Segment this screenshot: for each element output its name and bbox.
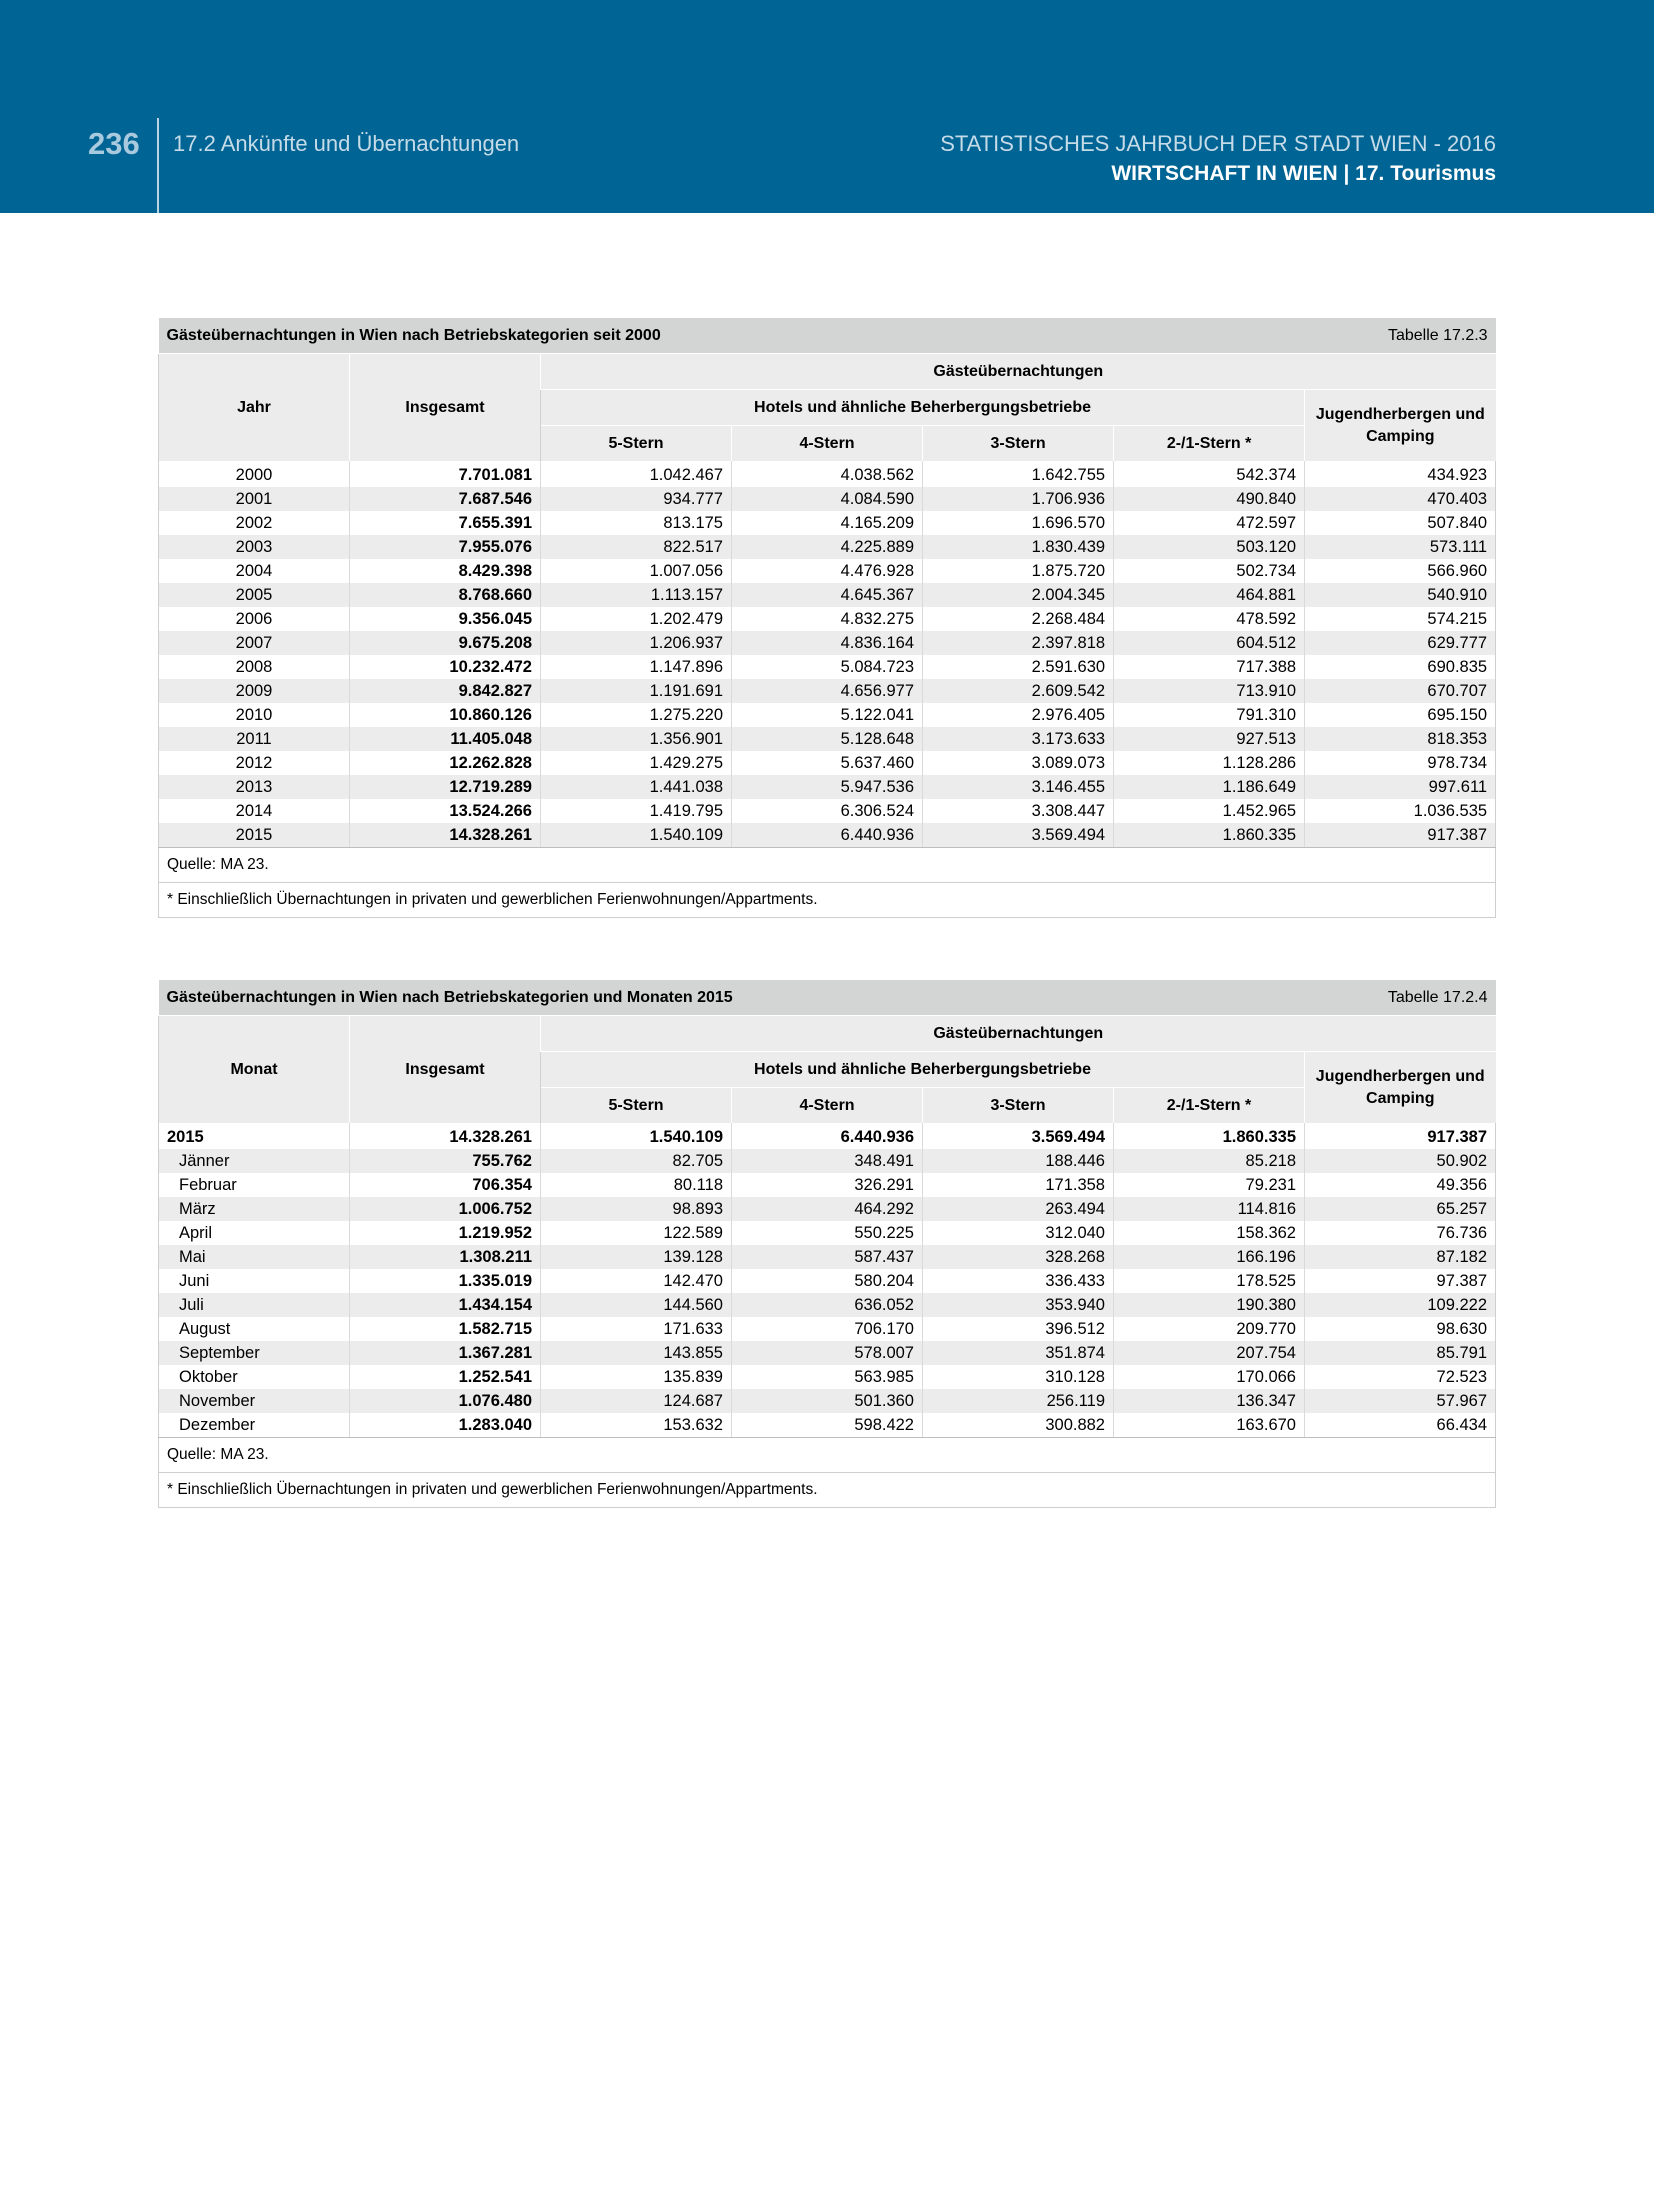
table-number: Tabelle 17.2.3: [1114, 318, 1496, 354]
cell-label: 2015: [159, 1123, 350, 1149]
cell-3-star: 2.976.405: [923, 703, 1114, 727]
cell-total: 1.252.541: [350, 1365, 541, 1389]
table-row: [159, 775, 1496, 799]
cell-total: 8.768.660: [350, 583, 541, 607]
cell-4-star: 326.291: [732, 1173, 923, 1197]
cell-label: 2013: [159, 775, 350, 799]
cell-3-star: 1.642.755: [923, 461, 1114, 487]
cell-4-star: 5.637.460: [732, 751, 923, 775]
cell-youth-camping: 76.736: [1305, 1221, 1496, 1245]
cell-5-star: 171.633: [541, 1317, 732, 1341]
cell-label: 2008: [159, 655, 350, 679]
col-group-overnights: Gästeübernachtungen: [541, 1016, 1496, 1052]
cell-5-star: 1.275.220: [541, 703, 732, 727]
cell-4-star: 5.084.723: [732, 655, 923, 679]
col-group-hotels: Hotels und ähnliche Beherbergungsbetriebe: [541, 390, 1305, 426]
col-header-2-1-star: 2-/1-Stern *: [1114, 1088, 1305, 1124]
cell-2-1-star: 478.592: [1114, 607, 1305, 631]
cell-label: 2000: [159, 461, 350, 487]
cell-label: Oktober: [159, 1365, 350, 1389]
cell-label: 2006: [159, 607, 350, 631]
table-row: [159, 751, 1496, 775]
table-row: [159, 1293, 1496, 1317]
cell-5-star: 822.517: [541, 535, 732, 559]
cell-5-star: 1.540.109: [541, 823, 732, 848]
col-header-5-star: 5-Stern: [541, 426, 732, 462]
cell-5-star: 1.441.038: [541, 775, 732, 799]
cell-youth-camping: 540.910: [1305, 583, 1496, 607]
cell-4-star: 550.225: [732, 1221, 923, 1245]
cell-youth-camping: 50.902: [1305, 1149, 1496, 1173]
cell-3-star: 2.609.542: [923, 679, 1114, 703]
cell-3-star: 353.940: [923, 1293, 1114, 1317]
cell-5-star: 139.128: [541, 1245, 732, 1269]
cell-youth-camping: 109.222: [1305, 1293, 1496, 1317]
page-header: [0, 0, 1654, 213]
cell-5-star: 1.206.937: [541, 631, 732, 655]
cell-label: März: [159, 1197, 350, 1221]
cell-youth-camping: 72.523: [1305, 1365, 1496, 1389]
table-row: [159, 1341, 1496, 1365]
table-row: [159, 727, 1496, 751]
cell-3-star: 3.569.494: [923, 823, 1114, 848]
cell-total: 14.328.261: [350, 1123, 541, 1149]
cell-youth-camping: 470.403: [1305, 487, 1496, 511]
cell-3-star: 263.494: [923, 1197, 1114, 1221]
cell-3-star: 171.358: [923, 1173, 1114, 1197]
cell-youth-camping: 49.356: [1305, 1173, 1496, 1197]
cell-label: 2005: [159, 583, 350, 607]
cell-total: 9.356.045: [350, 607, 541, 631]
cell-3-star: 2.004.345: [923, 583, 1114, 607]
table-row: [159, 461, 1496, 487]
cell-2-1-star: 114.816: [1114, 1197, 1305, 1221]
table-row: [159, 823, 1496, 848]
col-header-youth-camping: Jugendherbergen und Camping: [1305, 390, 1496, 462]
cell-label: 2011: [159, 727, 350, 751]
cell-label: 2010: [159, 703, 350, 727]
cell-2-1-star: 1.452.965: [1114, 799, 1305, 823]
table-row: [159, 559, 1496, 583]
cell-total: 1.006.752: [350, 1197, 541, 1221]
cell-4-star: 6.440.936: [732, 823, 923, 848]
cell-4-star: 6.440.936: [732, 1123, 923, 1149]
cell-youth-camping: 917.387: [1305, 823, 1496, 848]
cell-youth-camping: 65.257: [1305, 1197, 1496, 1221]
cell-total: 1.308.211: [350, 1245, 541, 1269]
cell-4-star: 4.832.275: [732, 607, 923, 631]
table-row: [159, 511, 1496, 535]
cell-3-star: 3.308.447: [923, 799, 1114, 823]
cell-youth-camping: 566.960: [1305, 559, 1496, 583]
cell-2-1-star: 604.512: [1114, 631, 1305, 655]
cell-5-star: 124.687: [541, 1389, 732, 1413]
cell-4-star: 4.165.209: [732, 511, 923, 535]
cell-total: 706.354: [350, 1173, 541, 1197]
table-row: [159, 535, 1496, 559]
cell-2-1-star: 209.770: [1114, 1317, 1305, 1341]
cell-3-star: 336.433: [923, 1269, 1114, 1293]
cell-2-1-star: 927.513: [1114, 727, 1305, 751]
cell-youth-camping: 57.967: [1305, 1389, 1496, 1413]
cell-5-star: 98.893: [541, 1197, 732, 1221]
cell-2-1-star: 178.525: [1114, 1269, 1305, 1293]
cell-2-1-star: 170.066: [1114, 1365, 1305, 1389]
cell-4-star: 4.225.889: [732, 535, 923, 559]
cell-5-star: 144.560: [541, 1293, 732, 1317]
table-title: Gästeübernachtungen in Wien nach Betriebskategorien und Monaten 2015: [159, 980, 1114, 1016]
cell-label: 2004: [159, 559, 350, 583]
table-row: [159, 1197, 1496, 1221]
cell-2-1-star: 713.910: [1114, 679, 1305, 703]
cell-youth-camping: 98.630: [1305, 1317, 1496, 1341]
cell-2-1-star: 490.840: [1114, 487, 1305, 511]
col-header-year: Jahr: [159, 354, 350, 462]
cell-label: 2007: [159, 631, 350, 655]
cell-3-star: 312.040: [923, 1221, 1114, 1245]
cell-3-star: 2.268.484: [923, 607, 1114, 631]
cell-4-star: 4.038.562: [732, 461, 923, 487]
cell-total: 12.719.289: [350, 775, 541, 799]
cell-total: 10.232.472: [350, 655, 541, 679]
cell-youth-camping: 574.215: [1305, 607, 1496, 631]
cell-5-star: 142.470: [541, 1269, 732, 1293]
cell-label: 2012: [159, 751, 350, 775]
cell-youth-camping: 97.387: [1305, 1269, 1496, 1293]
cell-2-1-star: 85.218: [1114, 1149, 1305, 1173]
cell-2-1-star: 166.196: [1114, 1245, 1305, 1269]
table-row: [159, 799, 1496, 823]
cell-youth-camping: 629.777: [1305, 631, 1496, 655]
cell-5-star: 82.705: [541, 1149, 732, 1173]
cell-5-star: 934.777: [541, 487, 732, 511]
cell-total: 7.701.081: [350, 461, 541, 487]
cell-4-star: 587.437: [732, 1245, 923, 1269]
cell-2-1-star: 502.734: [1114, 559, 1305, 583]
cell-youth-camping: 997.611: [1305, 775, 1496, 799]
cell-5-star: 143.855: [541, 1341, 732, 1365]
cell-total: 8.429.398: [350, 559, 541, 583]
cell-2-1-star: 472.597: [1114, 511, 1305, 535]
table-row: [159, 607, 1496, 631]
cell-total: 755.762: [350, 1149, 541, 1173]
cell-3-star: 328.268: [923, 1245, 1114, 1269]
col-header-3-star: 3-Stern: [923, 426, 1114, 462]
cell-4-star: 4.084.590: [732, 487, 923, 511]
cell-2-1-star: 136.347: [1114, 1389, 1305, 1413]
cell-5-star: 1.429.275: [541, 751, 732, 775]
cell-label: 2014: [159, 799, 350, 823]
table-row: [159, 487, 1496, 511]
table-row: [159, 1317, 1496, 1341]
col-header-5-star: 5-Stern: [541, 1088, 732, 1124]
cell-3-star: 3.146.455: [923, 775, 1114, 799]
table-row: [159, 1221, 1496, 1245]
cell-2-1-star: 503.120: [1114, 535, 1305, 559]
cell-5-star: 1.147.896: [541, 655, 732, 679]
cell-youth-camping: 1.036.535: [1305, 799, 1496, 823]
cell-label: August: [159, 1317, 350, 1341]
cell-total: 11.405.048: [350, 727, 541, 751]
cell-2-1-star: 163.670: [1114, 1413, 1305, 1438]
cell-4-star: 464.292: [732, 1197, 923, 1221]
cell-4-star: 580.204: [732, 1269, 923, 1293]
cell-2-1-star: 207.754: [1114, 1341, 1305, 1365]
cell-2-1-star: 158.362: [1114, 1221, 1305, 1245]
cell-label: 2009: [159, 679, 350, 703]
table-row: [159, 1413, 1496, 1438]
col-group-hotels: Hotels und ähnliche Beherbergungsbetriebe: [541, 1052, 1305, 1088]
table-overnights-by-month: [158, 980, 1496, 1508]
cell-3-star: 351.874: [923, 1341, 1114, 1365]
cell-total: 1.582.715: [350, 1317, 541, 1341]
cell-4-star: 4.476.928: [732, 559, 923, 583]
cell-2-1-star: 717.388: [1114, 655, 1305, 679]
cell-4-star: 6.306.524: [732, 799, 923, 823]
cell-5-star: 80.118: [541, 1173, 732, 1197]
cell-total: 7.655.391: [350, 511, 541, 535]
cell-youth-camping: 695.150: [1305, 703, 1496, 727]
cell-4-star: 4.645.367: [732, 583, 923, 607]
cell-4-star: 4.656.977: [732, 679, 923, 703]
cell-label: Juni: [159, 1269, 350, 1293]
cell-3-star: 310.128: [923, 1365, 1114, 1389]
cell-total: 1.219.952: [350, 1221, 541, 1245]
cell-label: 2001: [159, 487, 350, 511]
cell-total: 14.328.261: [350, 823, 541, 848]
section-title: 17.2 Ankünfte und Übernachtungen: [173, 131, 520, 156]
cell-youth-camping: 690.835: [1305, 655, 1496, 679]
cell-5-star: 1.007.056: [541, 559, 732, 583]
cell-5-star: 1.202.479: [541, 607, 732, 631]
cell-3-star: 256.119: [923, 1389, 1114, 1413]
cell-3-star: 3.569.494: [923, 1123, 1114, 1149]
cell-youth-camping: 85.791: [1305, 1341, 1496, 1365]
cell-3-star: 3.089.073: [923, 751, 1114, 775]
col-group-overnights: Gästeübernachtungen: [541, 354, 1496, 390]
table-row: [159, 1123, 1496, 1149]
cell-total: 9.842.827: [350, 679, 541, 703]
cell-5-star: 813.175: [541, 511, 732, 535]
cell-2-1-star: 79.231: [1114, 1173, 1305, 1197]
table-footnote: * Einschließlich Übernachtungen in privaten und gewerblichen Ferienwohnungen/Appartments.: [159, 1473, 1496, 1508]
cell-2-1-star: 1.186.649: [1114, 775, 1305, 799]
cell-3-star: 2.397.818: [923, 631, 1114, 655]
cell-youth-camping: 87.182: [1305, 1245, 1496, 1269]
cell-4-star: 348.491: [732, 1149, 923, 1173]
cell-5-star: 1.356.901: [541, 727, 732, 751]
table-source: Quelle: MA 23.: [159, 848, 1496, 883]
cell-3-star: 1.706.936: [923, 487, 1114, 511]
cell-total: 13.524.266: [350, 799, 541, 823]
col-header-2-1-star: 2-/1-Stern *: [1114, 426, 1305, 462]
cell-2-1-star: 1.860.335: [1114, 823, 1305, 848]
col-header-total: Insgesamt: [350, 1016, 541, 1124]
cell-label: Dezember: [159, 1413, 350, 1438]
cell-3-star: 1.696.570: [923, 511, 1114, 535]
cell-label: 2003: [159, 535, 350, 559]
table-overnights-by-year: [158, 318, 1496, 918]
table-number: Tabelle 17.2.4: [1114, 980, 1496, 1016]
cell-5-star: 1.042.467: [541, 461, 732, 487]
yearbook-title: STATISTISCHES JAHRBUCH DER STADT WIEN - 2016: [940, 131, 1496, 156]
cell-4-star: 636.052: [732, 1293, 923, 1317]
col-header-4-star: 4-Stern: [732, 1088, 923, 1124]
table-row: [159, 1173, 1496, 1197]
cell-5-star: 153.632: [541, 1413, 732, 1438]
cell-label: Februar: [159, 1173, 350, 1197]
cell-3-star: 188.446: [923, 1149, 1114, 1173]
table-row: [159, 1245, 1496, 1269]
cell-2-1-star: 542.374: [1114, 461, 1305, 487]
cell-total: 12.262.828: [350, 751, 541, 775]
cell-youth-camping: 434.923: [1305, 461, 1496, 487]
cell-3-star: 1.875.720: [923, 559, 1114, 583]
table-row: [159, 679, 1496, 703]
cell-5-star: 1.191.691: [541, 679, 732, 703]
cell-3-star: 2.591.630: [923, 655, 1114, 679]
cell-total: 7.687.546: [350, 487, 541, 511]
cell-total: 9.675.208: [350, 631, 541, 655]
cell-youth-camping: 507.840: [1305, 511, 1496, 535]
cell-total: 1.335.019: [350, 1269, 541, 1293]
cell-total: 1.076.480: [350, 1389, 541, 1413]
cell-2-1-star: 1.128.286: [1114, 751, 1305, 775]
cell-2-1-star: 1.860.335: [1114, 1123, 1305, 1149]
cell-label: Mai: [159, 1245, 350, 1269]
cell-5-star: 1.540.109: [541, 1123, 732, 1149]
cell-3-star: 300.882: [923, 1413, 1114, 1438]
col-header-month: Monat: [159, 1016, 350, 1124]
cell-5-star: 1.113.157: [541, 583, 732, 607]
cell-2-1-star: 464.881: [1114, 583, 1305, 607]
cell-total: 1.283.040: [350, 1413, 541, 1438]
col-header-3-star: 3-Stern: [923, 1088, 1114, 1124]
table-row: [159, 583, 1496, 607]
cell-total: 1.367.281: [350, 1341, 541, 1365]
cell-5-star: 135.839: [541, 1365, 732, 1389]
table-row: [159, 1389, 1496, 1413]
page-number: 236: [88, 126, 140, 161]
cell-youth-camping: 573.111: [1305, 535, 1496, 559]
cell-4-star: 4.836.164: [732, 631, 923, 655]
cell-label: September: [159, 1341, 350, 1365]
table-row: [159, 631, 1496, 655]
cell-4-star: 5.947.536: [732, 775, 923, 799]
chapter-title: WIRTSCHAFT IN WIEN | 17. Tourismus: [1111, 162, 1496, 185]
header-divider: [157, 118, 159, 213]
table-footnote: * Einschließlich Übernachtungen in privaten und gewerblichen Ferienwohnungen/Appartments.: [159, 883, 1496, 918]
cell-2-1-star: 791.310: [1114, 703, 1305, 727]
col-header-total: Insgesamt: [350, 354, 541, 462]
table-source: Quelle: MA 23.: [159, 1438, 1496, 1473]
table-row: [159, 1365, 1496, 1389]
cell-4-star: 563.985: [732, 1365, 923, 1389]
table-row: [159, 1149, 1496, 1173]
cell-youth-camping: 670.707: [1305, 679, 1496, 703]
cell-youth-camping: 978.734: [1305, 751, 1496, 775]
cell-label: April: [159, 1221, 350, 1245]
table-row: [159, 703, 1496, 727]
cell-label: November: [159, 1389, 350, 1413]
cell-label: 2015: [159, 823, 350, 848]
cell-5-star: 1.419.795: [541, 799, 732, 823]
cell-4-star: 706.170: [732, 1317, 923, 1341]
cell-3-star: 3.173.633: [923, 727, 1114, 751]
cell-4-star: 5.128.648: [732, 727, 923, 751]
cell-4-star: 578.007: [732, 1341, 923, 1365]
cell-4-star: 5.122.041: [732, 703, 923, 727]
table-row: [159, 1269, 1496, 1293]
cell-total: 7.955.076: [350, 535, 541, 559]
cell-4-star: 501.360: [732, 1389, 923, 1413]
cell-label: Juli: [159, 1293, 350, 1317]
cell-4-star: 598.422: [732, 1413, 923, 1438]
cell-youth-camping: 818.353: [1305, 727, 1496, 751]
cell-5-star: 122.589: [541, 1221, 732, 1245]
cell-total: 10.860.126: [350, 703, 541, 727]
cell-3-star: 1.830.439: [923, 535, 1114, 559]
cell-label: 2002: [159, 511, 350, 535]
col-header-youth-camping: Jugendherbergen und Camping: [1305, 1052, 1496, 1124]
cell-total: 1.434.154: [350, 1293, 541, 1317]
cell-3-star: 396.512: [923, 1317, 1114, 1341]
cell-2-1-star: 190.380: [1114, 1293, 1305, 1317]
table-row: [159, 655, 1496, 679]
col-header-4-star: 4-Stern: [732, 426, 923, 462]
table-title: Gästeübernachtungen in Wien nach Betriebskategorien seit 2000: [159, 318, 1114, 354]
cell-label: Jänner: [159, 1149, 350, 1173]
cell-youth-camping: 66.434: [1305, 1413, 1496, 1438]
cell-youth-camping: 917.387: [1305, 1123, 1496, 1149]
